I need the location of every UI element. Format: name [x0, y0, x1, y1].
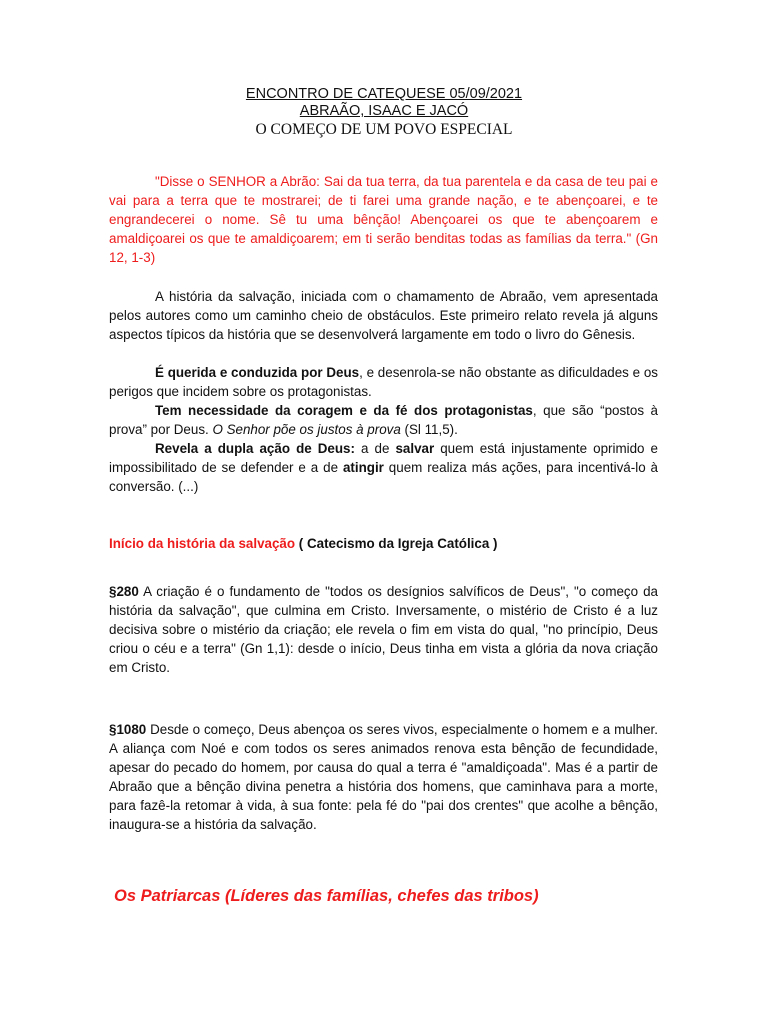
- intro-paragraph: A história da salvação, iniciada com o chamamento de Abraão, vem apresentada pelos autores como um caminho cheio de obstáculos. Este primeiro relato revela já alguns aspectos típicos da história que se desenvolverá largamente em todo o livro do Gênesis.: [109, 289, 658, 342]
- catechism-1080: [109, 720, 658, 834]
- document-header: [0, 86, 768, 139]
- point-2-text: , que são “postos à prova” por Deus.: [109, 403, 658, 437]
- point-1-text: , e desenrola-se não obstante as dificuldades e os perigos que incidem sobre os protagonistas.: [109, 365, 658, 399]
- point-2-paragraph: [109, 401, 658, 439]
- bible-quote: "Disse o SENHOR a Abrão: Sai da tua terra, da tua parentela e da casa de teu pai e vai para a terra que te mostrarei; de ti farei uma grande nação, e te abençoarei, e te engrandecerei o nome. Sê tu uma bênção! Abençoarei os que te abençoarem e amaldiçoarei os que te amaldiçoarem; em ti serão benditas todas as famílias da terra." (Gn 12, 1-3): [109, 174, 658, 265]
- header-line-1: ENCONTRO DE CATEQUESE 05/09/2021: [245, 86, 523, 102]
- section-title-red: Início da história da salvação: [109, 536, 296, 551]
- point-1-bold: É querida e conduzida por Deus: [155, 365, 360, 380]
- point-3-bold: Revela a dupla ação de Deus:: [155, 441, 355, 456]
- catechism-1080-text: Desde o começo, Deus abençoa os seres vivos, especialmente o homem e a mulher. A aliança com Noé e com todos os seres animados renova esta bênção de fecundidade, apesar do pecado do homem, por causa do qual a terra é "amaldiçoada". Mas é a partir de Abraão que a bênção divina penetra a história dos homens, que caminhava para a morte, para fazê-la retomar à vida, à sua fonte: pela fé do "pai dos crentes" que acolhe a bênção, inaugura-se a história da salvação.: [109, 722, 658, 832]
- section-title-source: ( Catecismo da Igreja Católica ): [295, 536, 498, 551]
- header-line-3: O COMEÇO DE UM POVO ESPECIAL: [255, 121, 513, 138]
- catechism-280-text: A criação é o fundamento de "todos os desígnios salvíficos de Deus", "o começo da história da salvação", que culmina em Cristo. Inversamente, o mistério de Cristo é a luz decisiva sobre o mistério da criação; ele revela o fim em vista do qual, "no princípio, Deus criou o céu e a terra" (Gn 1,1): desde o início, Deus tinha em vista a glória da nova criação em Cristo.: [109, 584, 658, 675]
- patriarcas-heading: Os Patriarcas (Líderes das famílias, chefes das tribos): [114, 887, 539, 905]
- point-2-bold: Tem necessidade da coragem e da fé dos protagonistas: [155, 403, 533, 418]
- point-3-text-3: quem realiza más ações, para incentivá-lo à conversão. (...): [109, 460, 659, 494]
- catechism-280: [109, 582, 658, 677]
- header-line-2: ABRAÃO, ISAAC E JACÓ: [299, 103, 469, 119]
- point-3-bold-salvar: salvar: [395, 441, 435, 456]
- point-1-paragraph: [109, 363, 658, 401]
- catechism-1080-number: §1080: [109, 722, 147, 737]
- point-3-text-1: a de: [354, 441, 396, 456]
- point-3-paragraph: [109, 439, 658, 496]
- point-3-bold-atingir: atingir: [342, 460, 384, 475]
- point-2-italic: O Senhor põe os justos à prova: [212, 422, 401, 437]
- catechism-280-number: §280: [109, 584, 139, 599]
- section-title: [109, 534, 658, 553]
- point-2-ref: (Sl 11,5).: [400, 422, 458, 437]
- point-3-text-2: quem está injustamente oprimido e impossibilitado de se defender e a de: [109, 441, 658, 475]
